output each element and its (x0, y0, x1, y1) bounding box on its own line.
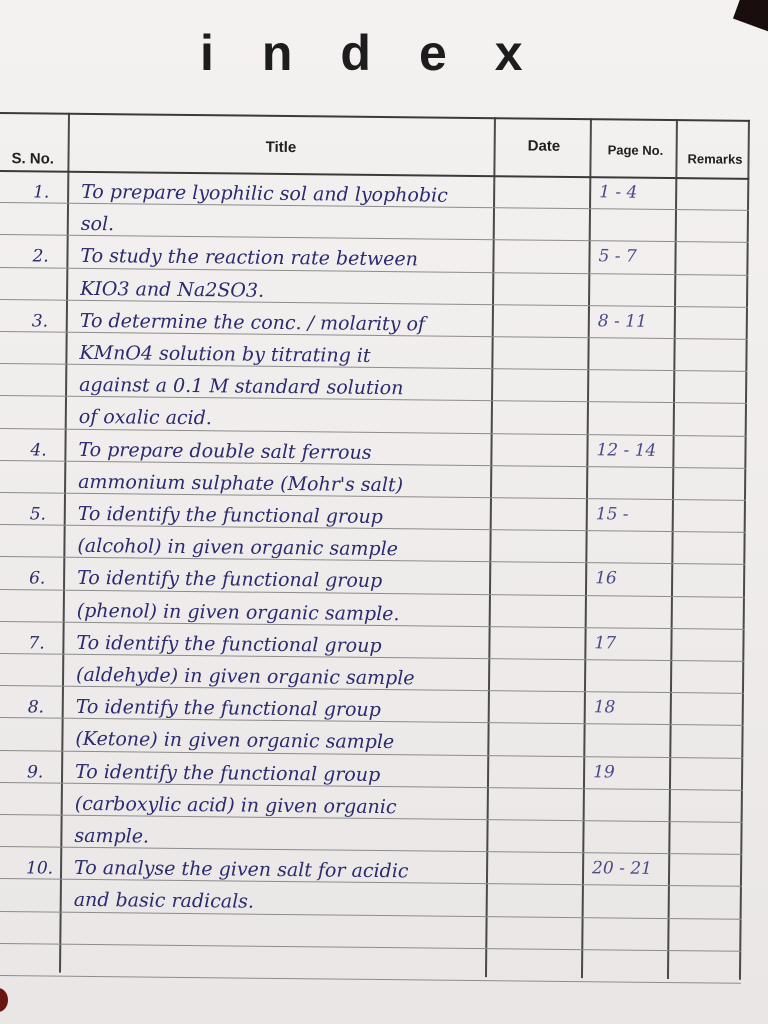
entry-page-no: 15 - (595, 504, 629, 525)
entry-page-no: 1 - 4 (599, 182, 638, 203)
entry-sno: 5. (29, 504, 47, 525)
entry-sno: 6. (29, 568, 46, 589)
ruled-line (0, 846, 742, 855)
entry-page-no: 16 (595, 568, 617, 589)
header-sno: S. No. (11, 150, 55, 168)
entry-title-line: To identify the functional group (77, 567, 383, 593)
entry-sno: 9. (26, 761, 44, 783)
index-table (0, 112, 750, 982)
entry-sno: 8. (27, 697, 45, 718)
entry-title-line: To study the reaction rate between (80, 245, 419, 271)
entry-title-line: (phenol) in given organic sample. (76, 599, 400, 625)
ruled-line (0, 943, 741, 952)
page-corner-mark (0, 988, 8, 1012)
entry-title-line: (Ketone) in given organic sample (75, 728, 395, 754)
page-corner-shadow (733, 0, 768, 39)
entry-sno: 2. (32, 246, 49, 267)
table-top-border (0, 112, 750, 122)
column-divider (59, 113, 70, 973)
ruled-line (0, 428, 747, 437)
entry-page-no: 18 (593, 697, 616, 718)
header-title: Title (265, 138, 297, 157)
entry-page-no: 19 (593, 761, 615, 783)
entry-sno: 4. (30, 439, 47, 461)
entry-title-line: sol. (80, 213, 115, 236)
header-date: Date (527, 137, 561, 155)
entry-sno: 3. (31, 311, 49, 332)
entry-page-no: 8 - 11 (597, 311, 647, 332)
column-divider (739, 120, 750, 980)
header-bottom-border (0, 170, 749, 180)
ruled-line (0, 234, 749, 243)
column-divider (581, 118, 592, 978)
ruled-line (0, 975, 741, 984)
entry-page-no: 17 (594, 633, 617, 654)
entry-page-no: 12 - 14 (596, 439, 657, 461)
page-heading: index (200, 25, 571, 81)
ruled-line (0, 460, 746, 469)
entry-title-line: To identify the functional group (76, 631, 382, 657)
entry-title-line: ammonium sulphate (Mohr's salt) (78, 470, 404, 497)
entry-sno: 10. (25, 858, 54, 879)
column-divider (667, 119, 678, 979)
entry-title-line: To identify the functional group (77, 502, 384, 529)
entry-page-no: 5 - 7 (598, 246, 637, 268)
entry-page-no: 20 - 21 (592, 858, 653, 880)
entry-title-line: KMnO4 solution by titrating it (79, 341, 371, 367)
entry-title-line: KIO3 and Na2SO3. (80, 277, 265, 302)
header-remarks: Remarks (687, 151, 743, 167)
header-page-no: Page No. (607, 142, 664, 158)
entry-title-line: against a 0.1 M standard solution (79, 374, 404, 400)
ruled-line (0, 911, 742, 920)
entry-title-line: and basic radicals. (73, 889, 255, 914)
entry-title-line: To analyse the given salt for acidic (73, 857, 409, 883)
column-divider (485, 117, 496, 977)
entry-title-line: To determine the conc. / molarity of (79, 309, 426, 336)
ruled-line (0, 363, 747, 372)
ruled-line (0, 299, 748, 308)
entry-title-line: To identify the functional group (75, 696, 382, 722)
entry-sno: 1. (33, 182, 50, 203)
entry-title-line: of oxalic acid. (78, 406, 212, 430)
entry-sno: 7. (28, 633, 45, 654)
entry-title-line: (aldehyde) in given organic sample (75, 663, 415, 690)
entry-title-line: (carboxylic acid) in given organic (74, 792, 397, 818)
entry-title-line: (alcohol) in given organic sample (77, 535, 399, 561)
entry-title-line: sample. (74, 824, 150, 848)
entry-title-line: To prepare lyophilic sol and lyophobic (81, 180, 448, 207)
entry-title-line: To identify the functional group (74, 760, 381, 786)
entry-title-line: To prepare double salt ferrous (78, 438, 372, 464)
